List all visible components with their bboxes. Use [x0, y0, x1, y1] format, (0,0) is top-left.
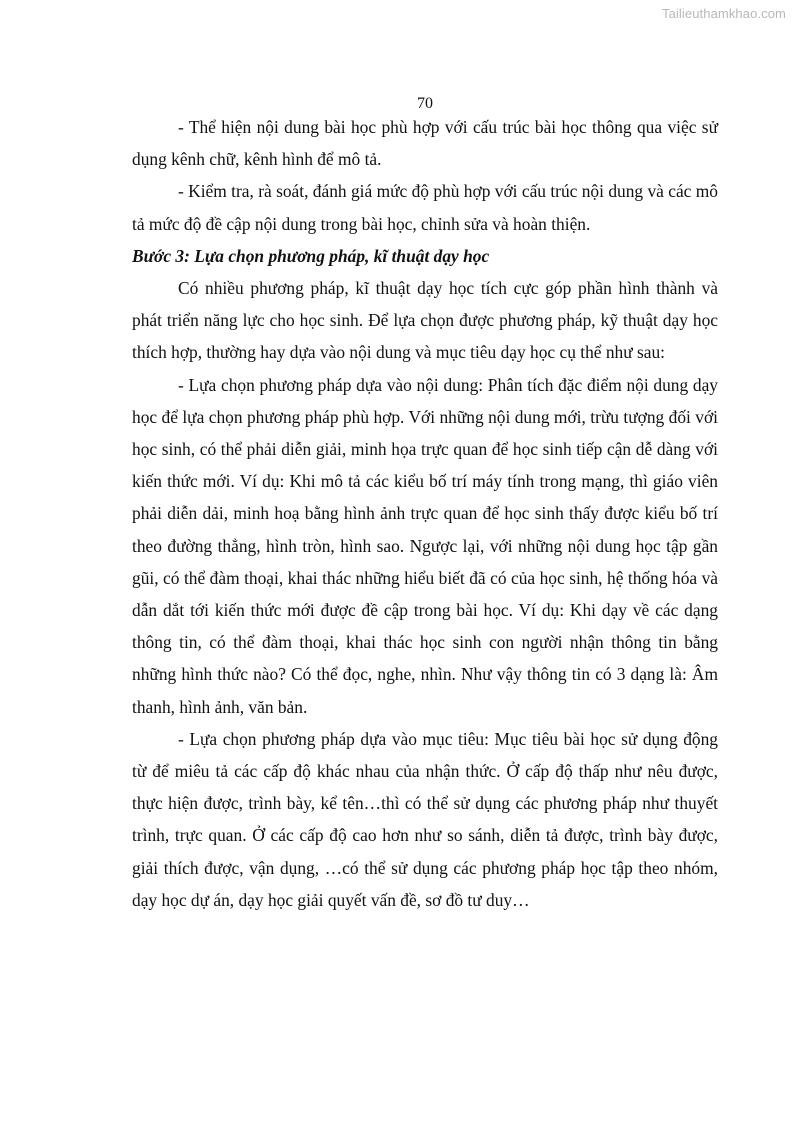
paragraph: - Kiểm tra, rà soát, đánh giá mức độ phù hợp với cấu trúc nội dung và các mô tả mức độ đề cập nội dung trong bài học, chỉnh sửa và hoàn thiện. [132, 181, 718, 234]
document-body [132, 111, 718, 916]
paragraph: Có nhiều phương pháp, kĩ thuật dạy học tích cực góp phần hình thành và phát triển năng lực cho học sinh. Để lựa chọn được phương pháp, kỹ thuật dạy học thích hợp, thường hay dựa vào nội dung và mục tiêu dạy học cụ thể như sau: [132, 278, 718, 363]
paragraph: - Lựa chọn phương pháp dựa vào mục tiêu: Mục tiêu bài học sử dụng động từ để miêu tả các cấp độ khác nhau của nhận thức. Ở cấp độ thấp như nêu được, thực hiện được, trình bày, kể tên…thì có thể sử dụng các phương pháp như thuyết trình, trực quan. Ở các cấp độ cao hơn như so sánh, diễn tả được, trình bày được, giải thích được, vận dụng, …có thể sử dụng các phương pháp học tập theo nhóm, dạy học dự án, dạy học giải quyết vấn đề, sơ đồ tư duy… [132, 728, 718, 910]
page-number: 70 [417, 95, 433, 112]
section-heading: Bước 3: Lựa chọn phương pháp, kĩ thuật dạy học [132, 245, 490, 266]
paragraph: - Lựa chọn phương pháp dựa vào nội dung: Phân tích đặc điểm nội dung dạy học để lựa chọn phương pháp phù hợp. Với những nội dung mới, trừu tượng đối với học sinh, có thể phải diễn giải, minh họa trực quan để học sinh tiếp cận dễ dàng với kiến thức mới. Ví dụ: Khi mô tả các kiểu bố trí máy tính trong mạng, thì giáo viên phải diễn dải, minh hoạ bằng hình ảnh trực quan để học sinh thấy được kiểu bố trí theo đường thẳng, hình tròn, hình sao. Ngược lại, với những nội dung học tập gần gũi, có thể đàm thoại, khai thác những hiểu biết đã có của học sinh, hệ thống hóa và dẫn dắt tới kiến thức mới được đề cập trong bài học. Ví dụ: Khi dạy về các dạng thông tin, có thể đàm thoại, khai thác học sinh con người nhận thông tin bằng những hình thức nào? Có thể đọc, nghe, nhìn. Như vậy thông tin có 3 dạng là: Âm thanh, hình ảnh, văn bản. [132, 374, 718, 717]
paragraph: - Thể hiện nội dung bài học phù hợp với cấu trúc bài học thông qua việc sử dụng kênh chữ, kênh hình để mô tả. [132, 117, 718, 170]
watermark: Tailieuthamkhao.com [661, 6, 786, 21]
